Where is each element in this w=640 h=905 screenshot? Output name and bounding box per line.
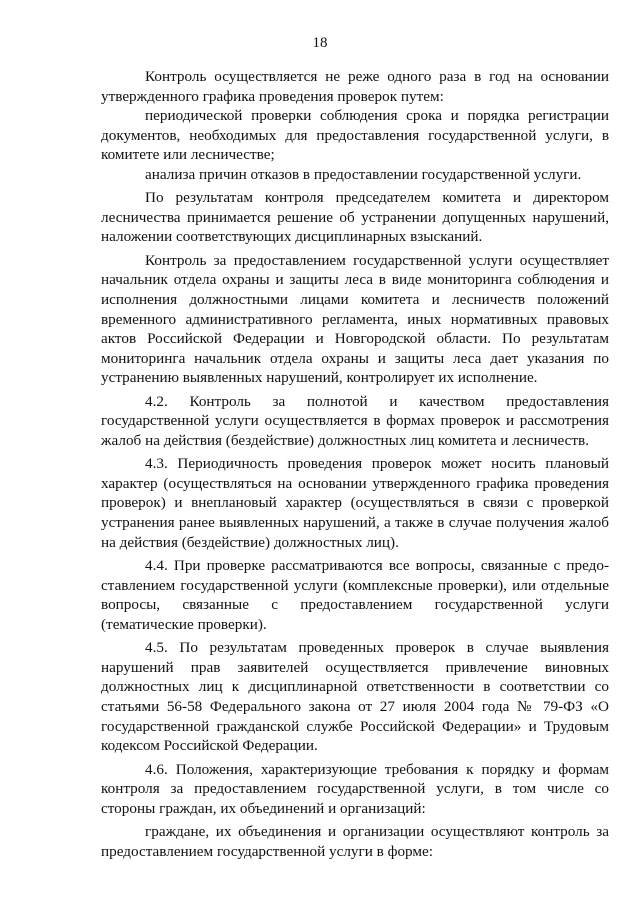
paragraph-control-results: По результатам контроля председателем комитета и директором лесничества принимается решение об устранении допущенных нарушений, наложении соответствующих дисциплинарных взысканий. bbox=[101, 189, 609, 246]
paragraph-citizens-control: граждане, их объединения и организации осуществляют контроль за предоставлением государственной услуги в форме: bbox=[101, 823, 609, 860]
paragraph-4-4: 4.4. При проверке рассматриваются все вопросы, связанные с предоставлением государственной услуги (комплексные проверки), или отдельные вопросы, связанные с предоставлением государственной услуги (тематические проверки). bbox=[101, 557, 609, 633]
paragraph-control-frequency: Контроль осуществляется не реже одного раза в год на основании утвержденного графика проведения проверок путем: bbox=[101, 68, 609, 105]
paragraph-4-6: 4.6. Положения, характеризующие требования к порядку и формам контроля за предоставлением государственной услуги, в том числе со стороны граждан, их объединений и организаций: bbox=[101, 760, 609, 817]
paragraph-4-2: 4.2. Контроль за полнотой и качеством предоставления государственной услуги осуществляется в формах проверок и рассмотрения жалоб на действия (бездействие) должностных лиц комитета и лесничеств. bbox=[101, 392, 609, 449]
paragraph-monitoring: Контроль за предоставлением государственной услуги осуществляет начальник отдела охраны и защиты леса в виде мониторинга соблюдения и исполнения должностными лицами комитета и лесничеств положений временного административного регламента, иных нормативных правовых актов Российской Федерации и Новгородской области. По результатам мониторинга начальник отдела охраны и защиты леса дает указания по устранению выявленных нарушений, контролирует их исполнение. bbox=[101, 251, 609, 387]
page-number: 18 bbox=[312, 35, 328, 51]
paragraph-4-5: 4.5. По результатам проведенных проверок в случае выявления нарушений прав заявителей осуществляется привлечение виновных должностных лиц к дисциплинарной ответственности в соответствии со статьями 56-58 Федерального закона от 27 июля 2004 года № 79-ФЗ «О государственной гражданской службе Российской Федерации» и Трудовым кодексом Российской Федерации. bbox=[101, 639, 609, 755]
document-body bbox=[101, 67, 609, 861]
paragraph-refusal-analysis: анализа причин отказов в предоставлении государственной услуги. bbox=[145, 165, 582, 183]
paragraph-periodic-check: периодической проверки соблюдения срока и порядка регистрации документов, необходимых для предоставления государственной услуги, в комитете или лесничестве; bbox=[101, 107, 609, 164]
paragraph-4-3: 4.3. Периодичность проведения проверок может носить плановый характер (осуществляться на основании утвержденного графика проведения проверок) и внеплановый характер (осуществляться в связи с проверкой устранения ранее выявленных нарушений, а также в случае получения жалоб на действия (бездействие) должностных лиц). bbox=[101, 455, 609, 551]
